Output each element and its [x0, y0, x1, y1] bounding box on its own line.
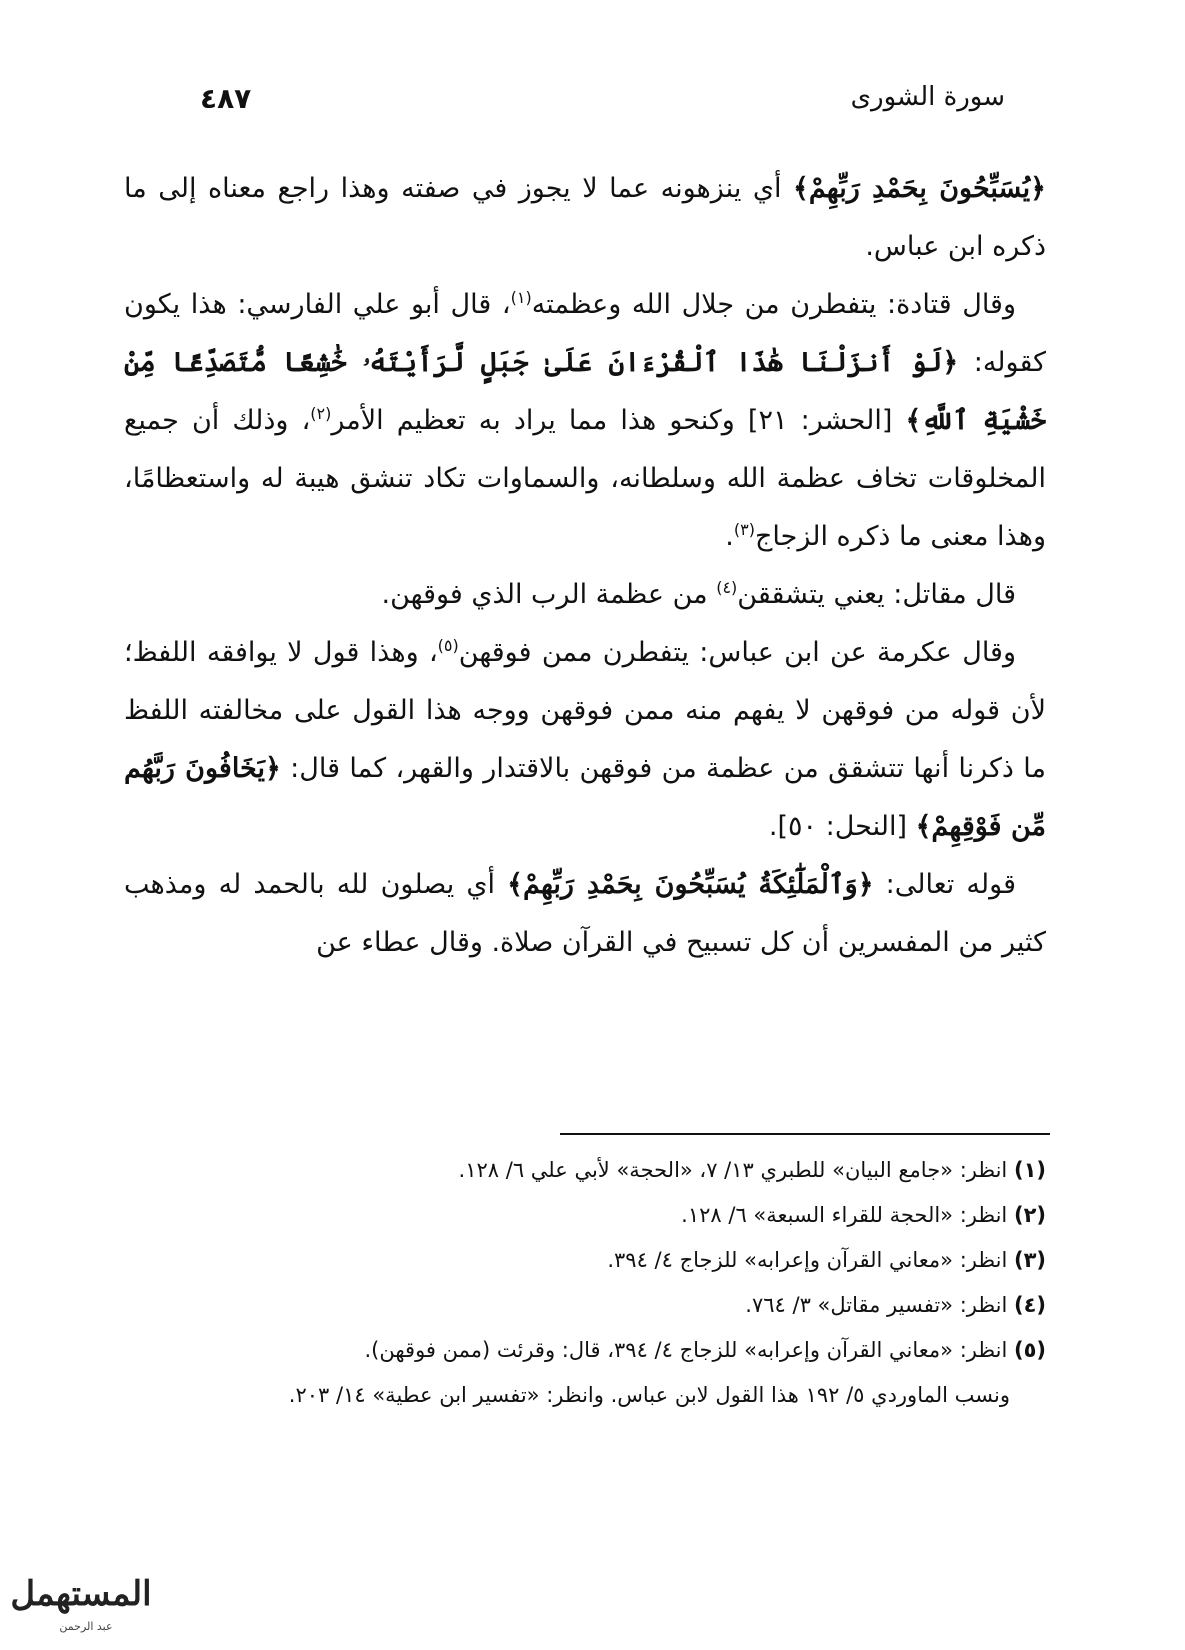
footnote-5-continuation: ونسب الماوردي ٥/ ١٩٢ هذا القول لابن عباس. وانظر: «تفسير ابن عطية» ١٤/ ٢٠٣.: [288, 1383, 1010, 1407]
paragraph-text: قال مقاتل: يعني يتشققن: [737, 579, 1016, 610]
quran-verse: ﴿وَٱلْمَلَٰٓئِكَةُ يُسَبِّحُونَ بِحَمْدِ رَبِّهِمْ﴾: [507, 869, 874, 900]
library-watermark-logo: [6, 1550, 156, 1640]
paragraph-text: [الحشر: ٢١] وكنحو هذا مما يراد به تعظيم الأمر: [331, 405, 906, 436]
footnote-marker[interactable]: (٥): [437, 636, 459, 655]
footnote-number: (١): [1013, 1158, 1046, 1182]
footnotes: [150, 1148, 1046, 1418]
paragraph-4: [124, 624, 1046, 856]
watermark-subtext: عبد الرحمن: [59, 1620, 113, 1633]
paragraph-text: أي ينزهونه عما لا يجوز في صفته وهذا راجع معناه إلى ما ذكره ابن عباس.: [124, 173, 1046, 262]
footnote-text: انظر: «جامع البيان» للطبري ١٣/ ٧، «الحجة» لأبي علي ٦/ ١٢٨.: [458, 1158, 1014, 1182]
footnote-number: (٤): [1013, 1293, 1046, 1317]
paragraph-text: وقال قتادة: يتفطرن من جلال الله وعظمته: [531, 289, 1016, 320]
paragraph-text: ، وذلك أن جميع المخلوقات تخاف عظمة الله وسلطانه، والسماوات تكاد تنشق هيبة له واستعظامًا، وهذا معنى ما ذكره الزجاج: [124, 405, 1046, 552]
footnote-marker[interactable]: (٣): [733, 520, 755, 539]
footnote-text: انظر: «الحجة للقراء السبعة» ٦/ ١٢٨.: [681, 1203, 1014, 1227]
footnote-marker[interactable]: (٤): [716, 578, 738, 597]
footnote-marker[interactable]: (١): [510, 288, 532, 307]
paragraph-1: [124, 160, 1046, 276]
paragraph-text: من عظمة الرب الذي فوقهن.: [381, 579, 717, 610]
footnote-5: [150, 1328, 1046, 1373]
footnote-number: (٥): [1013, 1338, 1046, 1362]
paragraph-text: قوله تعالى:: [873, 869, 1016, 900]
footnote-number: (٢): [1013, 1203, 1046, 1227]
footnote-4: [150, 1283, 1046, 1328]
footnote-1: [150, 1148, 1046, 1193]
page-number: ٤٨٧: [200, 82, 252, 115]
main-text: [124, 160, 1046, 972]
paragraph-text: أي يصلون لله بالحمد له ومذهب كثير من المفسرين أن كل تسبيح في القرآن صلاة. وقال عطاء عن: [124, 869, 1046, 958]
paragraph-text: ، وهذا قول لا يوافقه اللفظ؛ لأن قوله من فوقهن لا يفهم منه ممن فوقهن ووجه هذا القول على مخالفته اللفظ ما ذكرنا أنها تتشقق من عظمة من فوقهن بالاقتدار والقهر، كما قال:: [124, 637, 1046, 784]
footnote-3: [150, 1238, 1046, 1283]
footnote-2: [150, 1193, 1046, 1238]
watermark-text: المستهمل: [10, 1574, 152, 1614]
footnote-text: انظر: «معاني القرآن وإعرابه» للزجاج ٤/ ٣٩٤.: [607, 1248, 1014, 1272]
quran-verse: ﴿يَخَافُونَ رَبَّهُم مِّن فَوْقِهِمْ﴾: [124, 753, 1046, 842]
paragraph-2: [124, 276, 1046, 566]
quran-verse: ﴿لَوْ أَنزَلْنَا هَٰذَا ٱلْقُرْءَانَ عَلَىٰ جَبَلٍ لَّرَأَيْتَهُۥ خَٰشِعًا مُّتَصَدِّعًا مِّنْ خَشْيَةِ ٱللَّهِ﴾: [124, 347, 1047, 436]
footnote-text: انظر: «تفسير مقاتل» ٣/ ٧٦٤.: [745, 1293, 1014, 1317]
paragraph-3: [124, 566, 1046, 624]
page-header: [200, 82, 1005, 126]
paragraph-text: .: [725, 521, 734, 552]
quran-verse: ﴿يُسَبِّحُونَ بِحَمْدِ رَبِّهِمْ﴾: [793, 173, 1046, 204]
paragraph-text: [النحل: ٥٠].: [768, 811, 916, 842]
footnote-text: انظر: «معاني القرآن وإعرابه» للزجاج ٤/ ٣٩٤، قال: وقرئت (ممن فوقهن).: [364, 1338, 1014, 1362]
footnote-marker[interactable]: (٢): [310, 404, 332, 423]
paragraph-5: [124, 856, 1046, 972]
footnote-divider: [560, 1133, 1050, 1135]
footnote-number: (٣): [1013, 1248, 1046, 1272]
paragraph-text: ، قال أبو علي الفارسي: هذا يكون كقوله:: [124, 289, 1046, 378]
paragraph-text: وقال عكرمة عن ابن عباس: يتفطرن ممن فوقهن: [458, 637, 1016, 668]
surah-title: سورة الشورى: [850, 82, 1005, 112]
